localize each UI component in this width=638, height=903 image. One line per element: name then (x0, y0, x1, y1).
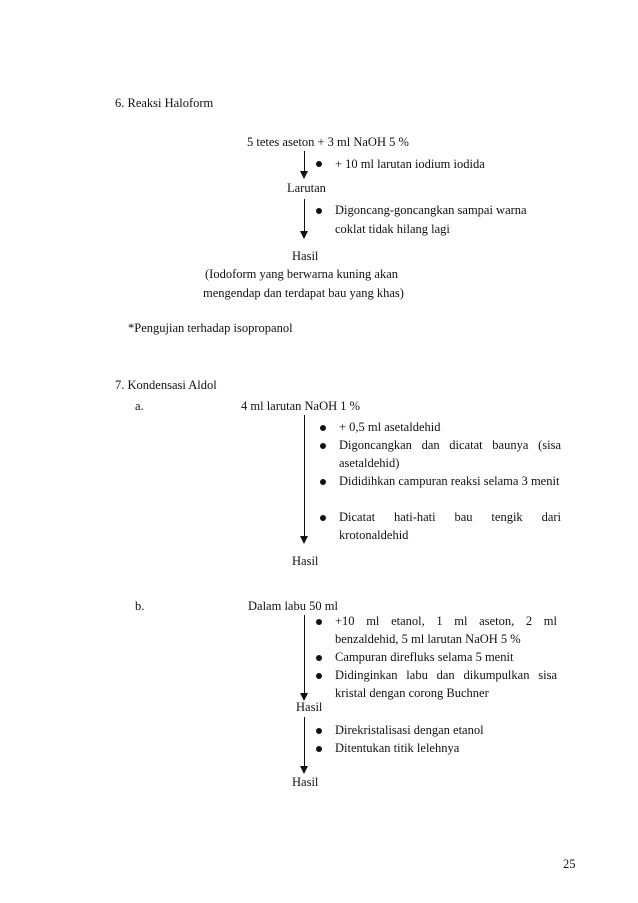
aldol-b-result: Hasil (292, 775, 319, 789)
bullet-icon (316, 655, 322, 661)
aldol-a-step: + 0,5 ml asetaldehid (339, 420, 441, 434)
haloform-step-cont: coklat tidak hilang lagi (335, 222, 450, 236)
arrow-head-icon (300, 231, 308, 239)
arrow-head-icon (300, 766, 308, 774)
footnote: *Pengujian terhadap isopropanol (128, 321, 293, 335)
aldol-b-step: Didinginkan labu dan dikumpulkan sisa kristal dengan corong Buchner (335, 668, 557, 700)
subsection-a-label: a. (135, 399, 144, 413)
bullet-icon (316, 673, 322, 679)
bullet-icon (320, 515, 326, 521)
aldol-a-start: 4 ml larutan NaOH 1 % (241, 399, 361, 413)
flow-line (304, 615, 305, 693)
bullet-icon (316, 208, 322, 214)
aldol-a-step: Digoncangkan dan dicatat baunya (sisa asetaldehid) (339, 438, 561, 470)
haloform-result-note: (Iodoform yang berwarna kuning akan (205, 267, 398, 281)
haloform-step: Digoncang-goncangkan sampai warna (335, 203, 527, 217)
flow-line (304, 415, 305, 536)
bullet-icon (316, 746, 322, 752)
aldol-b-step: Direkristalisasi dengan etanol (335, 723, 484, 737)
haloform-start: 5 tetes aseton + 3 ml NaOH 5 % (247, 135, 409, 149)
aldol-b-start: Dalam labu 50 ml (248, 599, 338, 613)
aldol-b-step: +10 ml etanol, 1 ml aseton, 2 ml benzaldehid, 5 ml larutan NaOH 5 % (335, 614, 557, 646)
flow-line (304, 199, 305, 231)
arrow-head-icon (300, 536, 308, 544)
aldol-b-step: Campuran direfluks selama 5 menit (335, 650, 514, 664)
haloform-result: Hasil (292, 249, 319, 263)
haloform-result-note: mengendap dan terdapat bau yang khas) (203, 286, 404, 300)
bullet-icon (316, 619, 322, 625)
flow-line (304, 151, 305, 171)
bullet-icon (320, 425, 326, 431)
subsection-b-label: b. (135, 599, 145, 613)
arrow-head-icon (300, 171, 308, 179)
bullet-icon (320, 479, 326, 485)
haloform-intermediate: Larutan (287, 181, 326, 195)
aldol-a-step: Dididihkan campuran reaksi selama 3 menit (339, 474, 560, 488)
bullet-icon (320, 443, 326, 449)
bullet-icon (316, 728, 322, 734)
haloform-step: + 10 ml larutan iodium iodida (335, 157, 485, 171)
flow-line (304, 717, 305, 766)
aldol-a-result: Hasil (292, 554, 319, 568)
aldol-a-step: Dicatat hati-hati bau tengik dari krotonaldehid (339, 510, 561, 542)
section-7-heading: 7. Kondensasi Aldol (115, 378, 217, 392)
aldol-b-step: Ditentukan titik lelehnya (335, 741, 460, 755)
bullet-icon (316, 161, 322, 167)
section-6-heading: 6. Reaksi Haloform (115, 96, 214, 110)
aldol-b-result: Hasil (296, 700, 323, 714)
page-number: 25 (563, 857, 576, 871)
